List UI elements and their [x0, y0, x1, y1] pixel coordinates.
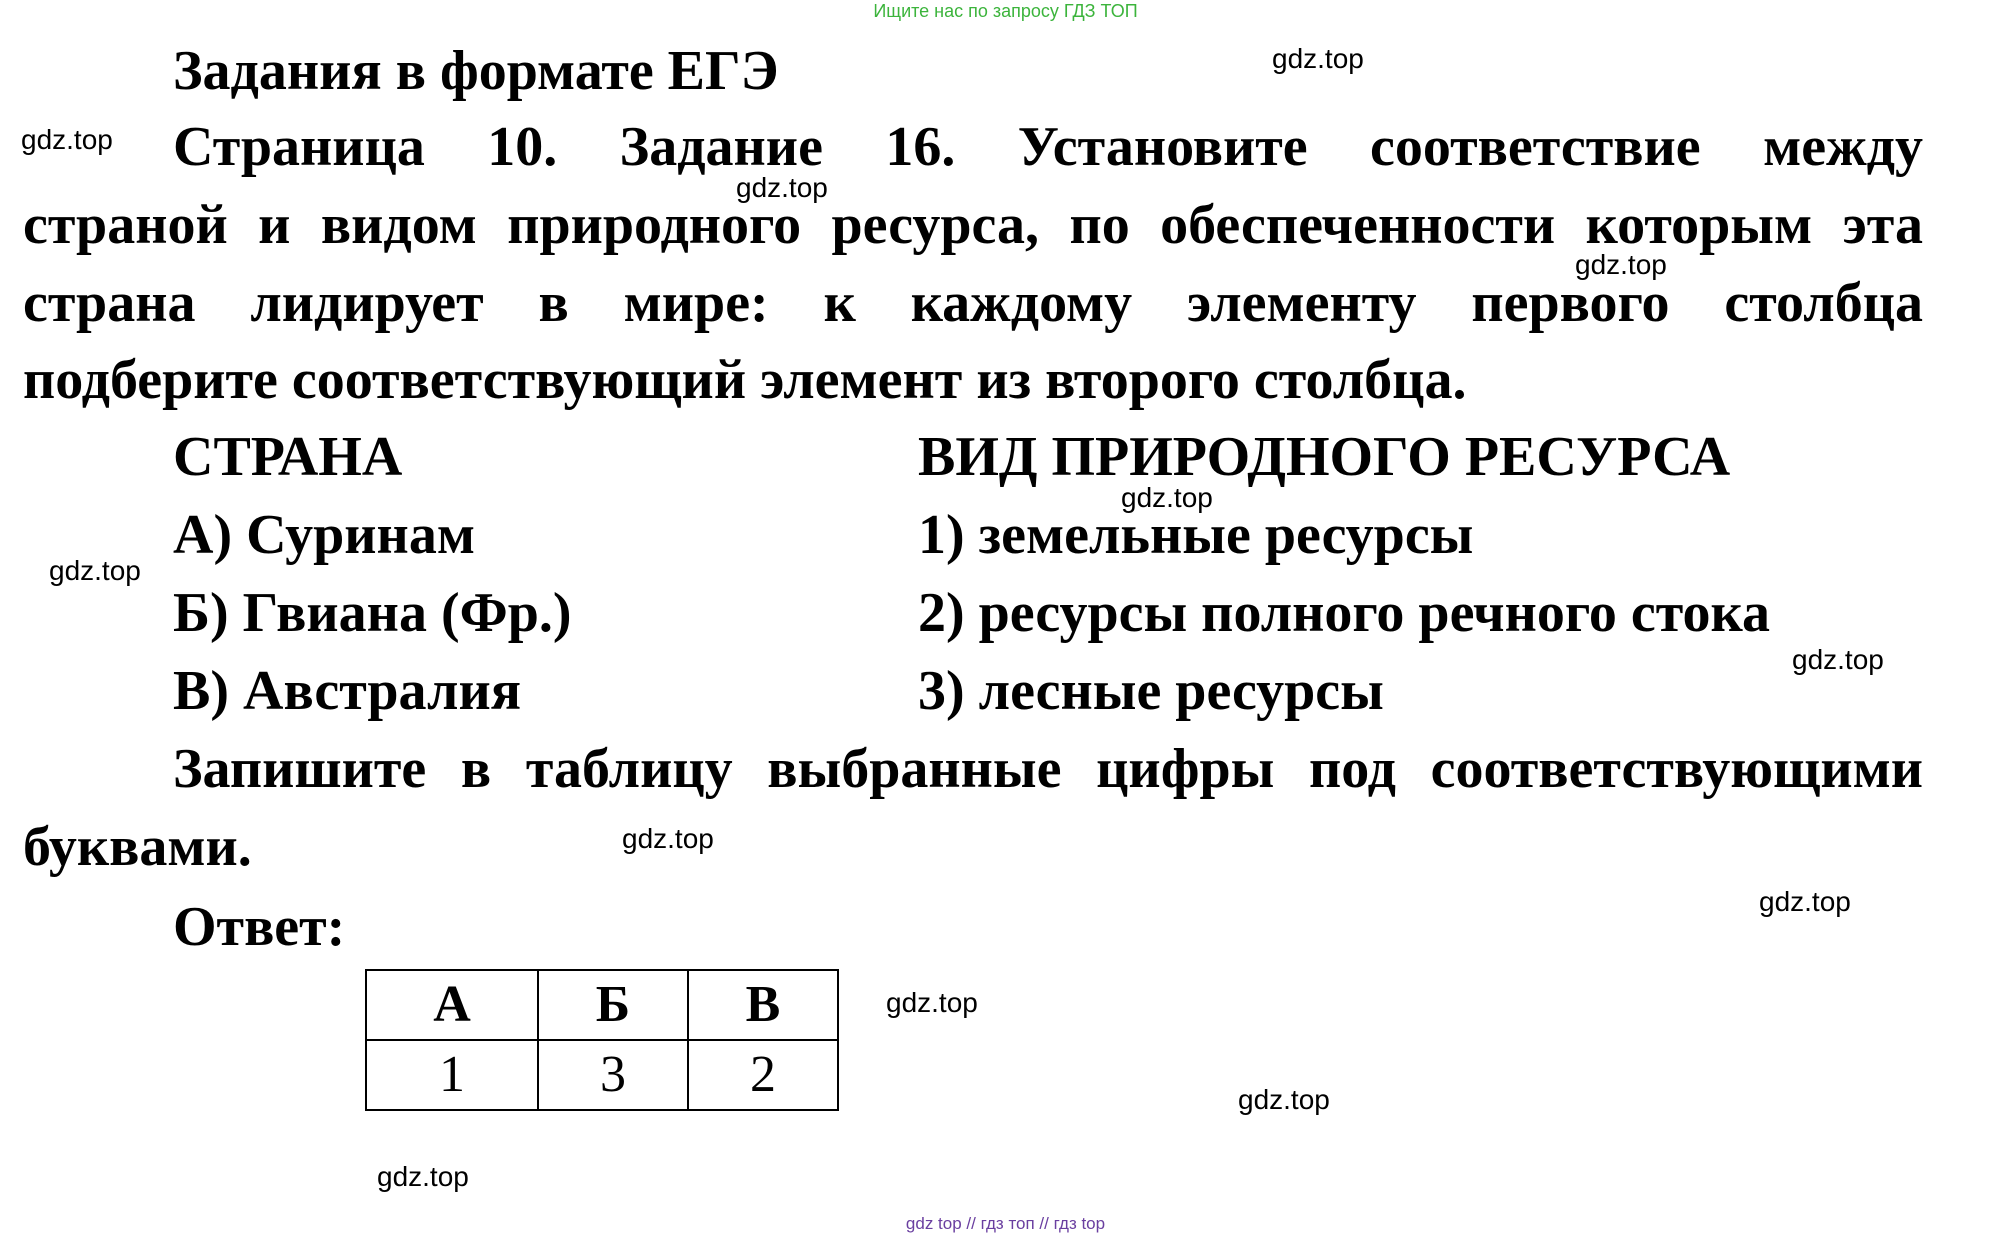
watermark: gdz.top	[1792, 644, 1884, 675]
task-line-2: страной и видом природного ресурса, по обеспеченности которым эта	[23, 194, 1923, 256]
answer-header-cell: Б	[538, 970, 688, 1040]
country-item: А) Суринам	[173, 504, 475, 566]
answer-value-cell: 2	[688, 1040, 838, 1110]
answer-label: Ответ:	[173, 896, 346, 958]
section-heading: Задания в формате ЕГЭ	[173, 40, 779, 102]
watermark: gdz.top	[886, 987, 978, 1018]
column-header-resource: ВИД ПРИРОДНОГО РЕСУРСА	[918, 426, 1731, 488]
answer-table	[365, 969, 839, 1111]
bottom-site-note: gdz top // гдз топ // гдз top	[905, 1214, 1106, 1233]
watermark: gdz.top	[1759, 886, 1851, 917]
watermark: gdz.top	[49, 555, 141, 586]
task-line-4: подберите соответствующий элемент из второго столбца.	[23, 349, 1467, 411]
top-search-hint: Ищите нас по запросу ГДЗ ТОП	[873, 1, 1138, 21]
instruction-line-2: буквами.	[23, 816, 252, 878]
answer-value-cell: 1	[366, 1040, 538, 1110]
watermark: gdz.top	[377, 1161, 469, 1192]
answer-header-cell: А	[366, 970, 538, 1040]
watermark: gdz.top	[1121, 482, 1213, 513]
resource-item: 3) лесные ресурсы	[918, 660, 1384, 722]
watermark: gdz.top	[21, 124, 113, 155]
resource-item: 1) земельные ресурсы	[918, 504, 1474, 566]
answer-table-value-row	[366, 1040, 838, 1110]
watermark: gdz.top	[622, 823, 714, 854]
task-line-3: страна лидирует в мире: к каждому элементу первого столбца	[23, 272, 1923, 334]
answer-header-cell: В	[688, 970, 838, 1040]
resource-item: 2) ресурсы полного речного стока	[918, 582, 1770, 644]
watermark: gdz.top	[1238, 1084, 1330, 1115]
country-item: В) Австралия	[173, 660, 522, 722]
answer-value-cell: 3	[538, 1040, 688, 1110]
column-header-country: СТРАНА	[173, 426, 403, 488]
watermark: gdz.top	[736, 172, 828, 203]
country-item: Б) Гвиана (Фр.)	[173, 582, 572, 644]
watermark: gdz.top	[1272, 43, 1364, 74]
task-line-1: Страница 10. Задание 16. Установите соответствие между	[173, 116, 1923, 178]
watermark: gdz.top	[1575, 249, 1667, 280]
answer-table-header-row	[366, 970, 838, 1040]
instruction-line-1: Запишите в таблицу выбранные цифры под соответствующими	[173, 738, 1923, 800]
